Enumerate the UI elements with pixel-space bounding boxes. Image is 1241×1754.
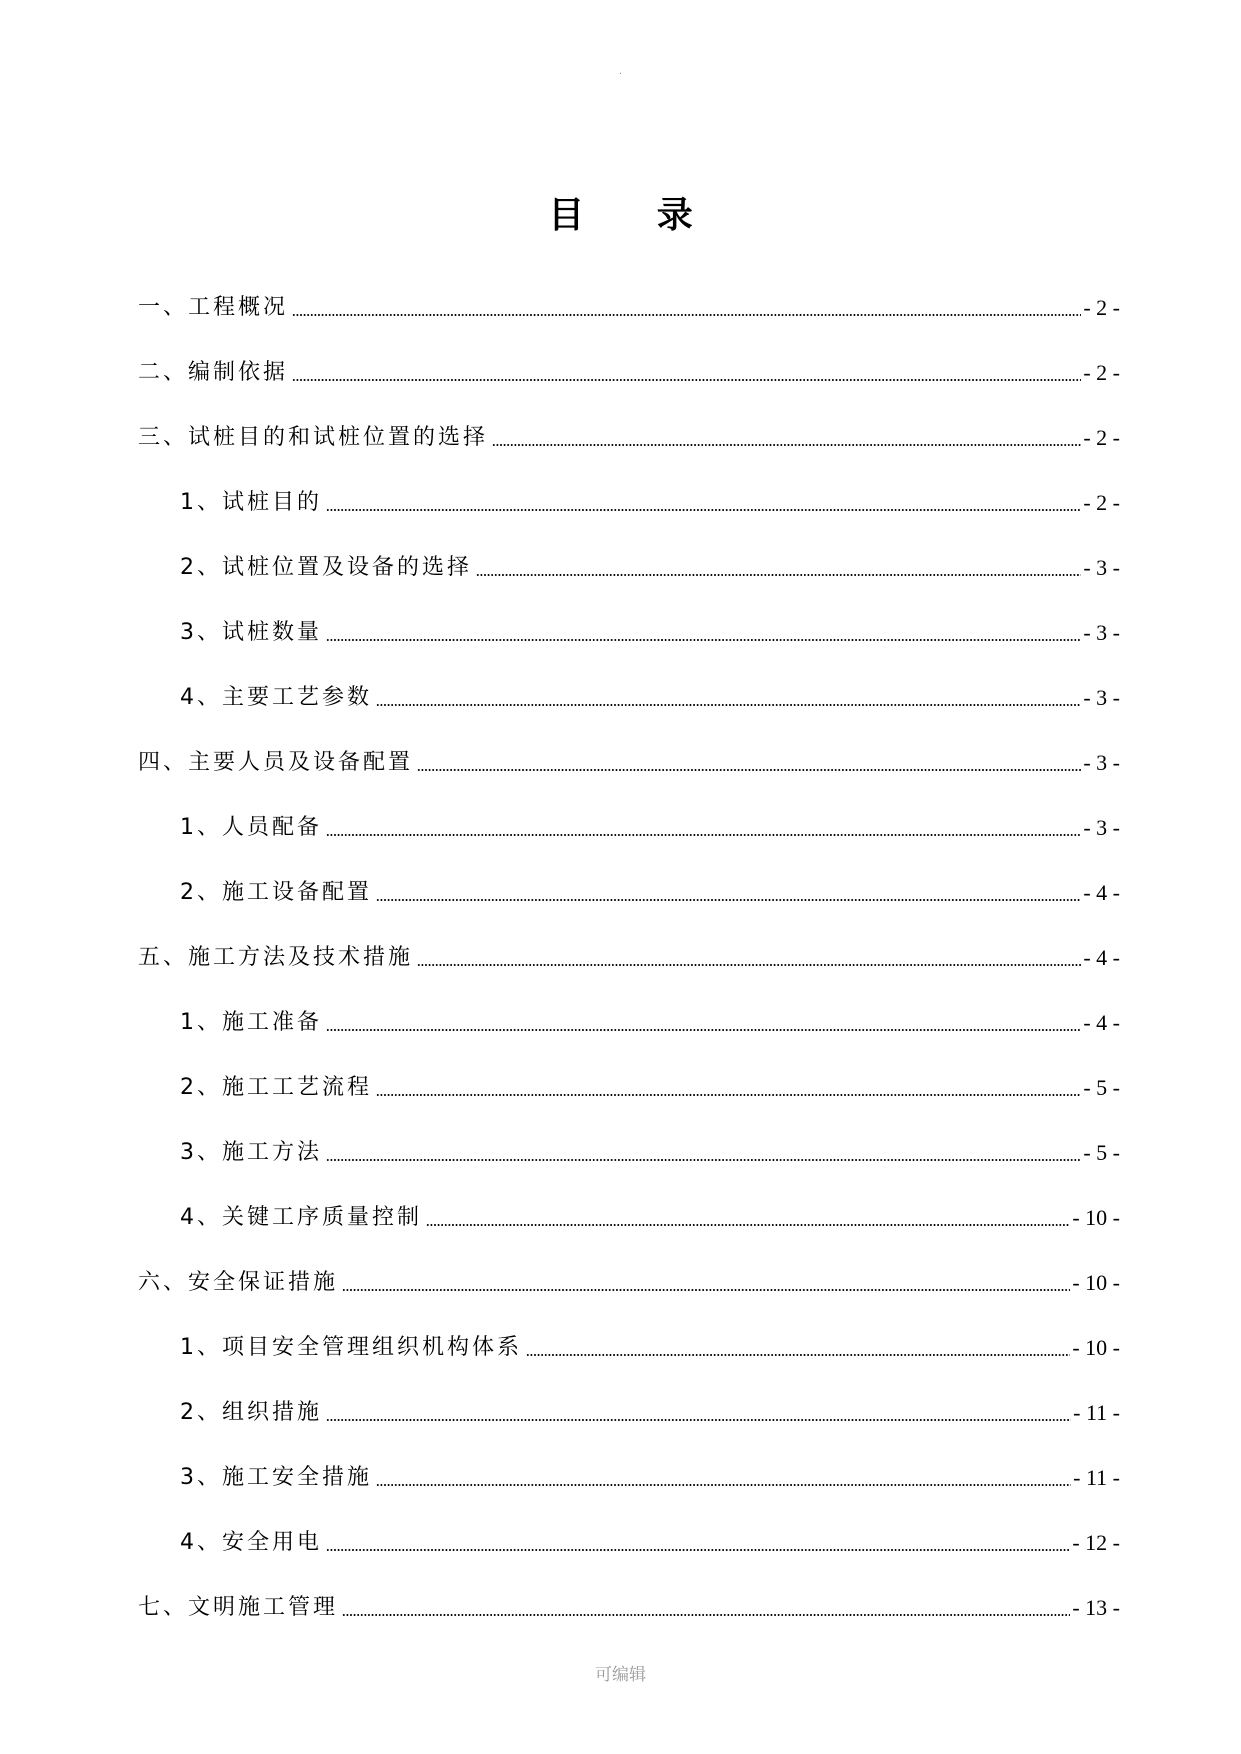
toc-entry[interactable] (138, 522, 1120, 587)
toc-entry-label: 2、试桩位置及设备的选择 (180, 555, 472, 580)
toc-entry-page-number: - 2 - (1083, 360, 1120, 385)
toc-entry[interactable] (138, 587, 1120, 652)
toc-entry-label: 五、施工方法及技术措施 (138, 945, 414, 970)
toc-entry-label: 4、关键工序质量控制 (180, 1205, 422, 1230)
toc-entry-page-number: - 10 - (1072, 1335, 1120, 1360)
toc-entry-label: 七、文明施工管理 (138, 1595, 339, 1620)
toc-entry-page-number: - 3 - (1083, 815, 1120, 840)
toc-entry[interactable] (138, 847, 1120, 912)
toc-dot-leader (292, 313, 1081, 317)
toc-entry-label: 1、施工准备 (180, 1010, 322, 1035)
toc-dot-leader (326, 1548, 1070, 1552)
toc-entry-label: 3、施工方法 (180, 1140, 322, 1165)
footer-mark: 可编辑 (595, 1665, 646, 1685)
toc-entry[interactable] (138, 977, 1120, 1042)
toc-entry[interactable] (138, 1562, 1120, 1627)
toc-entry[interactable] (138, 262, 1120, 327)
page-title: 目 录 (548, 194, 723, 236)
toc-entry-label: 2、施工设备配置 (180, 880, 372, 905)
toc-entry-label: 一、工程概况 (138, 295, 289, 320)
toc-dot-leader (342, 1613, 1070, 1617)
toc-dot-leader (476, 573, 1081, 577)
toc-entry[interactable] (138, 1237, 1120, 1302)
toc-dot-leader (326, 508, 1081, 512)
toc-dot-leader (376, 898, 1081, 902)
toc-dot-leader (417, 963, 1081, 967)
toc-entry[interactable] (138, 717, 1120, 782)
toc-dot-leader (426, 1223, 1070, 1227)
toc-entry-label: 4、安全用电 (180, 1530, 322, 1555)
toc-dot-leader (326, 1418, 1071, 1422)
toc-entry[interactable] (138, 1107, 1120, 1172)
toc-entry-page-number: - 12 - (1072, 1530, 1120, 1555)
toc-entry-label: 1、项目安全管理组织机构体系 (180, 1335, 522, 1360)
toc-entry-page-number: - 11 - (1073, 1465, 1120, 1490)
toc-entry-label: 三、试桩目的和试桩位置的选择 (138, 425, 489, 450)
toc-entry-label: 2、施工工艺流程 (180, 1075, 372, 1100)
toc-entry[interactable] (138, 392, 1120, 457)
toc-entry-page-number: - 2 - (1083, 490, 1120, 515)
toc-entry-label: 3、施工安全措施 (180, 1465, 372, 1490)
toc-dot-leader (326, 833, 1081, 837)
toc-entry[interactable] (138, 1042, 1120, 1107)
toc-entry-page-number: - 3 - (1083, 750, 1120, 775)
toc-entry-page-number: - 10 - (1072, 1205, 1120, 1230)
toc-entry[interactable] (138, 1432, 1120, 1497)
toc-entry-page-number: - 4 - (1083, 880, 1120, 905)
toc-entry[interactable] (138, 912, 1120, 977)
table-of-contents (138, 262, 1120, 1627)
toc-entry-label: 1、试桩目的 (180, 490, 322, 515)
toc-entry-page-number: - 5 - (1083, 1075, 1120, 1100)
toc-dot-leader (376, 1483, 1071, 1487)
toc-entry-label: 3、试桩数量 (180, 620, 322, 645)
toc-entry-page-number: - 3 - (1083, 620, 1120, 645)
toc-entry-label: 4、主要工艺参数 (180, 685, 372, 710)
toc-entry[interactable] (138, 1367, 1120, 1432)
toc-entry-page-number: - 4 - (1083, 1010, 1120, 1035)
header-mark: . (619, 66, 622, 77)
toc-dot-leader (292, 378, 1081, 382)
toc-entry-page-number: - 11 - (1073, 1400, 1120, 1425)
toc-entry-label: 四、主要人员及设备配置 (138, 750, 414, 775)
toc-entry-label: 2、组织措施 (180, 1400, 322, 1425)
toc-entry-page-number: - 2 - (1083, 295, 1120, 320)
toc-entry-page-number: - 2 - (1083, 425, 1120, 450)
toc-entry-label: 1、人员配备 (180, 815, 322, 840)
toc-entry-page-number: - 10 - (1072, 1270, 1120, 1295)
toc-dot-leader (342, 1288, 1070, 1292)
toc-entry-label: 二、编制依据 (138, 360, 289, 385)
toc-entry[interactable] (138, 327, 1120, 392)
toc-entry-page-number: - 4 - (1083, 945, 1120, 970)
toc-dot-leader (326, 1028, 1081, 1032)
toc-dot-leader (376, 1093, 1081, 1097)
toc-entry[interactable] (138, 1497, 1120, 1562)
toc-dot-leader (326, 638, 1081, 642)
toc-entry-page-number: - 3 - (1083, 555, 1120, 580)
toc-dot-leader (376, 703, 1081, 707)
toc-entry[interactable] (138, 652, 1120, 717)
toc-entry-page-number: - 5 - (1083, 1140, 1120, 1165)
toc-entry[interactable] (138, 457, 1120, 522)
toc-dot-leader (526, 1353, 1070, 1357)
toc-dot-leader (417, 768, 1081, 772)
toc-dot-leader (492, 443, 1081, 447)
toc-entry[interactable] (138, 1172, 1120, 1237)
toc-entry-page-number: - 13 - (1072, 1595, 1120, 1620)
toc-entry-page-number: - 3 - (1083, 685, 1120, 710)
toc-dot-leader (326, 1158, 1081, 1162)
toc-entry[interactable] (138, 1302, 1120, 1367)
toc-entry[interactable] (138, 782, 1120, 847)
toc-entry-label: 六、安全保证措施 (138, 1270, 339, 1295)
